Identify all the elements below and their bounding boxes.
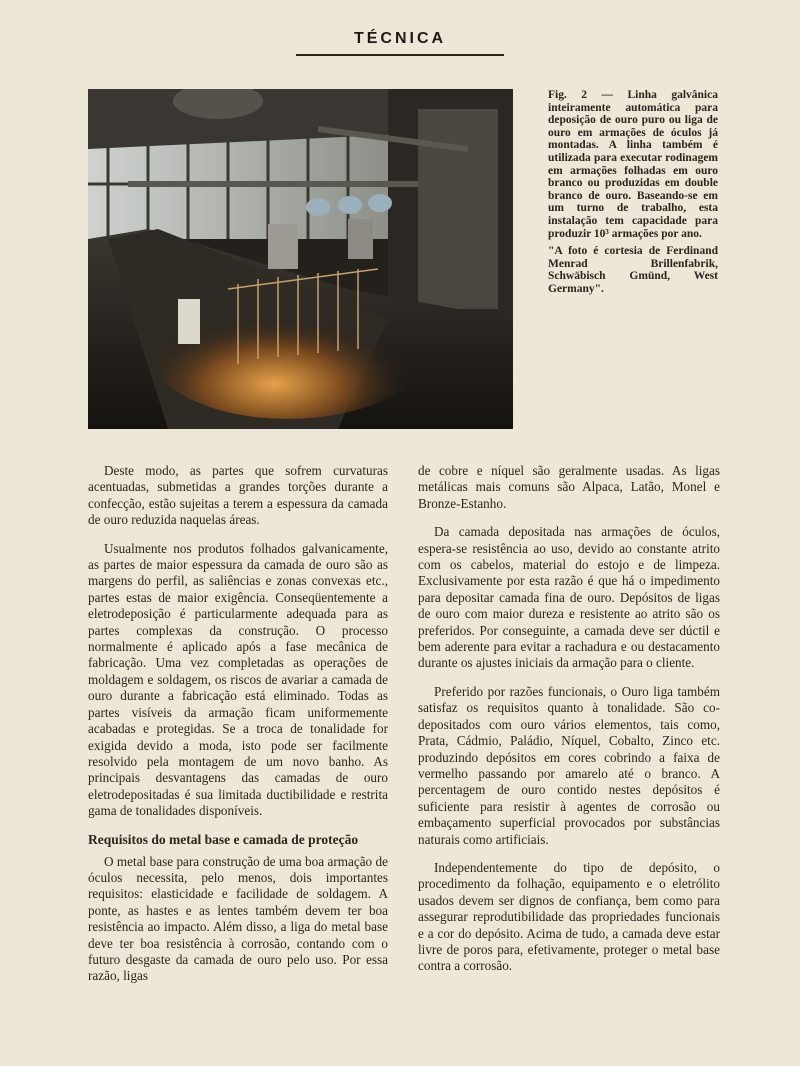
section-subheading: Requisitos do metal base e camada de proteção: [88, 831, 359, 847]
paragraph: Da camada depositada nas armações de óculos, espera-se resistência ao uso, devido ao constante atrito com os cabelos, material do estojo e de limpeza. Exclusivamente por esta razão é que há o impedimento para depositar camada fina de ouro. Depósitos de ligas de ouro com maior dureza e resistente ao atrito são os preferidos. Por conseguinte, a camada deve ser dúctil e bem aderente para evitar a rachadura e ou destacamento durante os ajustes iniciais da armação para o cliente.: [418, 524, 720, 671]
section-title: TÉCNICA: [353, 30, 447, 47]
paragraph: O metal base para construção de uma boa armação de óculos necessita, pelo menos, dois importantes requisitos: elasticidade e facilidade de soldagem. A ponte, as hastes e as lentes também devem ter boa resistência ao impacto. Além disso, a liga do metal base deve ter boa resistência à corrosão, contando com o futuro desgaste da camada de ouro pelo uso. Por essa razão, ligas: [88, 853, 388, 984]
figure-caption: [548, 89, 718, 301]
page-header: [0, 30, 800, 48]
caption-credit: "A foto é cortesia de Ferdinand Menrad Brillenfabrik, Schwäbisch Gmünd, West Germany".: [548, 245, 718, 295]
right-column: [418, 463, 720, 987]
caption-text: Fig. 2 — Linha galvânica inteiramente automática para deposição de ouro puro ou liga de ouro em armações de óculos já montadas. A linha também é utilizada para executar rodinagem em armações folhadas em ouro branco ou produzidas em double branco de ouro. Baseando-se em um turno de trabalho, esta instalação tem capacidade para produzir 10³ armações por ano.: [548, 89, 718, 240]
left-column: [88, 463, 388, 997]
header-underline: [296, 54, 504, 56]
paragraph: de cobre e níquel são geralmente usadas. As ligas metálicas mais comuns são Alpaca, Latão, Monel e Bronze-Estanho.: [418, 463, 720, 511]
paragraph: Independentemente do tipo de depósito, o procedimento da folhação, equipamento e o eletrólito usados devem ser dignos de confiança, bem como para assegurar reprodutibilidade das propriedades funcionais e a cor do depósito. Acima de tudo, a camada deve estar livre de poros para, efetivamente, proteger o metal base contra a corrosão.: [418, 859, 720, 974]
paragraph: Deste modo, as partes que sofrem curvaturas acentuadas, submetidas a grandes torções durante a confecção, estão sujeitas a terem a espessura da camada de ouro reduzida naquelas áreas.: [88, 463, 388, 528]
factory-photo-illustration: [88, 89, 513, 429]
paragraph: Preferido por razões funcionais, o Ouro liga também satisfaz os requisitos quanto à tonalidade. São co-depositados com ouro vários elementos, tais como, Prata, Cádmio, Paládio, Níquel, Cobalto, Zinco etc. produzindo depósitos em cores cobrindo a faixa de vermelho passando por amarelo até o branco. A percentagem de ouro contido nestes depósitos é suficiente para resistir à agentes de corrosão ou embaçamento superficial provocados por substâncias naturais como artificiais.: [418, 683, 720, 847]
paragraph: Usualmente nos produtos folhados galvanicamente, as partes de maior espessura da camada de ouro são as margens do perfil, as saliências e zonas convexas etc., partes estas de maior exigência. Conseqüentemente a eletrodeposição é particularmente adequada para as partes complexas da construção. O processo normalmente é aplicado após a fase mecânica de fabricação. Uma vez completadas as operações de moldagem e soldagem, os riscos de avariar a camada de ouro durante a fabricação está eliminado. Todas as partes visíveis da armação ficam uniformemente acabadas e protegidas. Se a troca de tonalidade for exigida devido a moda, isto pode ser facilmente resolvido pela montagem de um novo banho. As principais desvantagens das camadas de ouro eletrodepositadas é sua limitada ductibilidade e restrita gama de tonalidades disponíveis.: [88, 540, 388, 819]
galvanic-line-photo: [88, 89, 513, 429]
